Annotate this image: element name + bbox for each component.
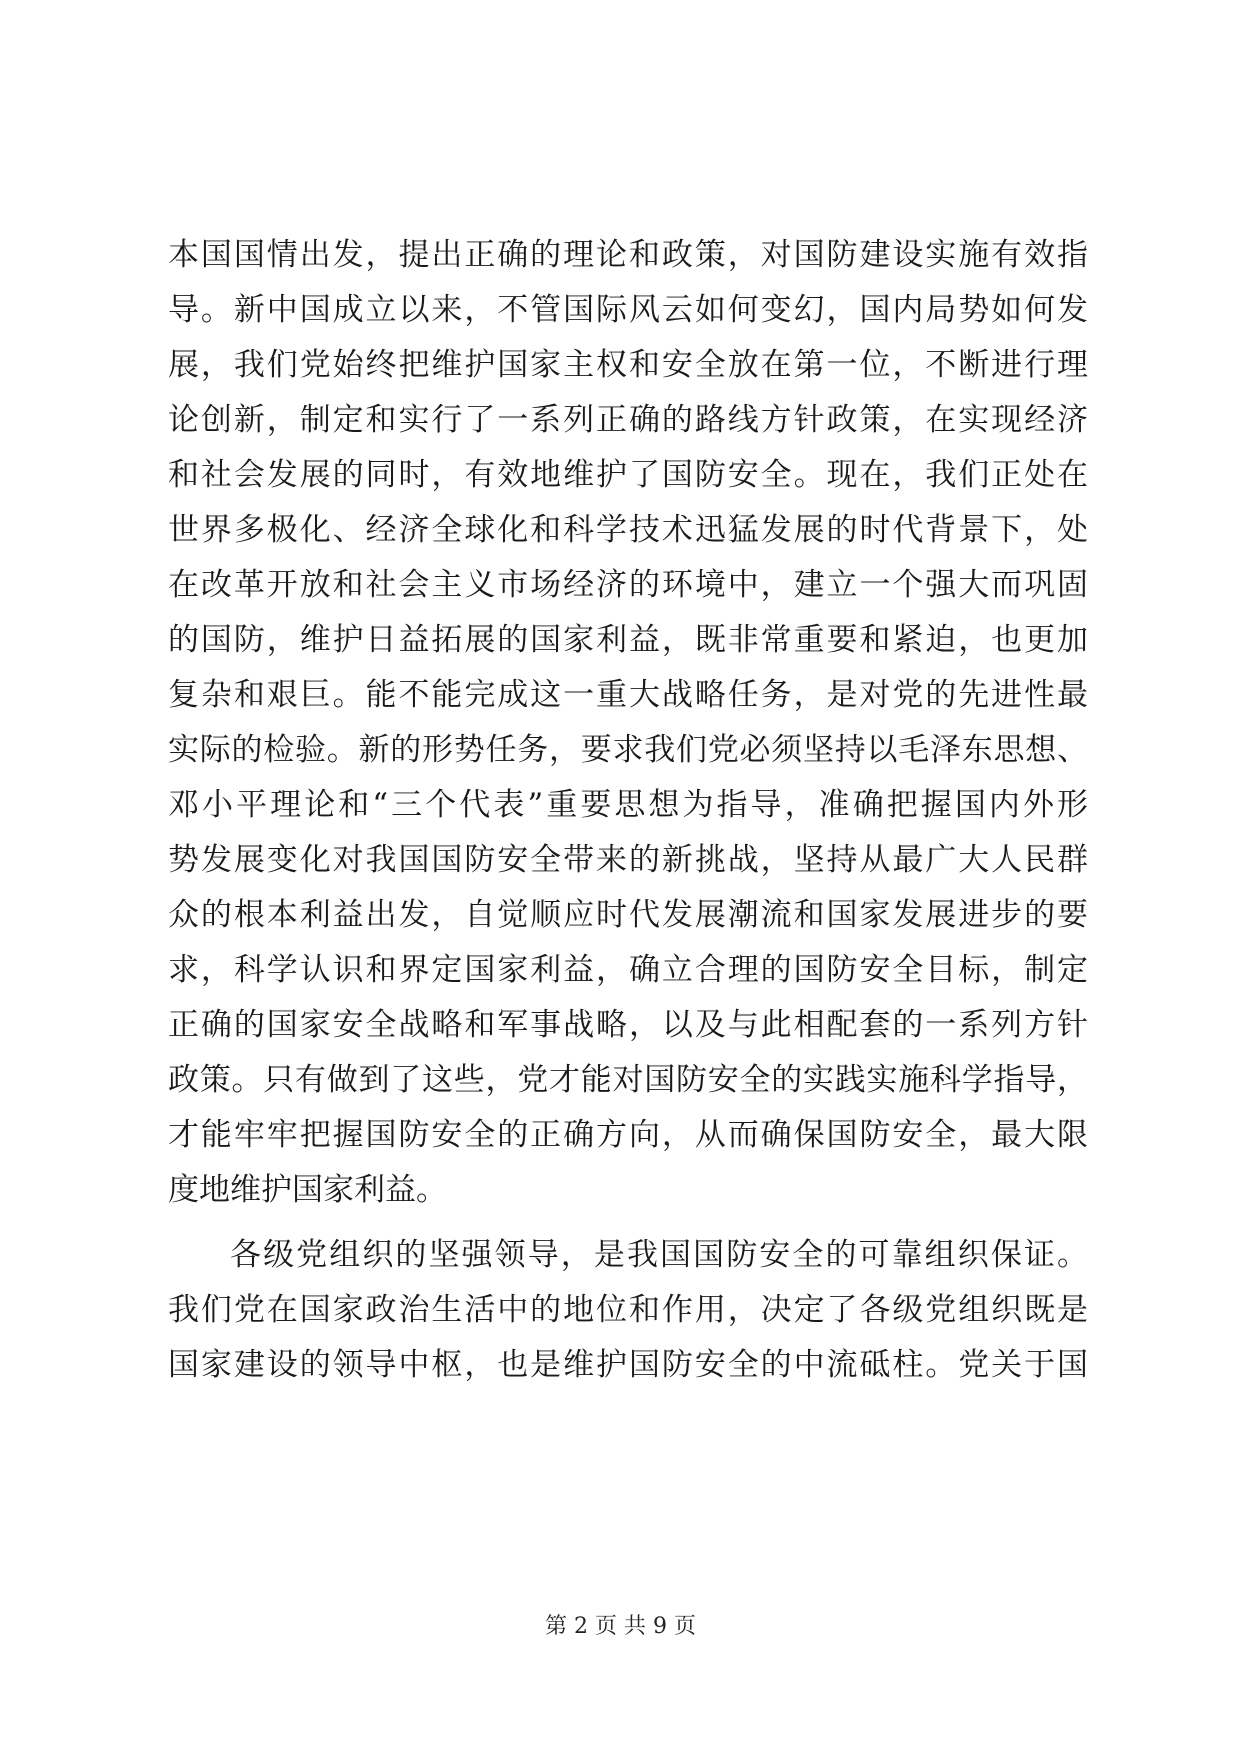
page-number-label: 第 2 页 共 9 页 bbox=[545, 1614, 696, 1639]
text-line: 论创新，制定和实行了一系列正确的路线方针政策，在实现经济 bbox=[168, 402, 1088, 438]
text-line: 实际的检验。新的形势任务，要求我们党必须坚持以毛泽东思想、 bbox=[168, 732, 1088, 768]
text-line: 国家建设的领导中枢，也是维护国防安全的中流砥柱。党关于国 bbox=[168, 1347, 1088, 1383]
text-line: 正确的国家安全战略和军事战略，以及与此相配套的一系列方针 bbox=[168, 1007, 1088, 1043]
text-line: 才能牢牢把握国防安全的正确方向，从而确保国防安全，最大限 bbox=[168, 1117, 1088, 1153]
text-line: 本国国情出发，提出正确的理论和政策，对国防建设实施有效指 bbox=[168, 237, 1088, 273]
text-line: 复杂和艰巨。能不能完成这一重大战略任务，是对党的先进性最 bbox=[168, 677, 1088, 713]
text-line: 求，科学认识和界定国家利益，确立合理的国防安全目标，制定 bbox=[168, 952, 1088, 988]
text-line: 在改革开放和社会主义市场经济的环境中，建立一个强大而巩固 bbox=[168, 567, 1088, 603]
text-line: 展，我们党始终把维护国家主权和安全放在第一位，不断进行理 bbox=[168, 347, 1088, 383]
text-line: 势发展变化对我国国防安全带来的新挑战，坚持从最广大人民群 bbox=[168, 842, 1088, 878]
paragraph-1 bbox=[168, 228, 1088, 1218]
text-line: 世界多极化、经济全球化和科学技术迅猛发展的时代背景下，处 bbox=[168, 512, 1088, 548]
paragraph-gap bbox=[168, 1218, 1088, 1228]
text-line: 和社会发展的同时，有效地维护了国防安全。现在，我们正处在 bbox=[168, 457, 1088, 493]
page-footer bbox=[0, 1612, 1241, 1642]
text-line: 政策。只有做到了这些，党才能对国防安全的实践实施科学指导， bbox=[168, 1062, 1088, 1098]
text-line: 导。新中国成立以来，不管国际风云如何变幻，国内局势如何发 bbox=[168, 292, 1088, 328]
text-line: 我们党在国家政治生活中的地位和作用，决定了各级党组织既是 bbox=[168, 1292, 1088, 1328]
text-line: 众的根本利益出发，自觉顺应时代发展潮流和国家发展进步的要 bbox=[168, 897, 1088, 933]
text-line: 各级党组织的坚强领导，是我国国防安全的可靠组织保证。 bbox=[230, 1237, 1088, 1273]
body-text bbox=[168, 228, 1088, 1393]
paragraph-2 bbox=[168, 1228, 1088, 1393]
text-line: 邓小平理论和“三个代表”重要思想为指导，准确把握国内外形 bbox=[168, 787, 1088, 823]
text-line: 的国防，维护日益拓展的国家利益，既非常重要和紧迫，也更加 bbox=[168, 622, 1088, 658]
text-line: 度地维护国家利益。 bbox=[168, 1172, 447, 1208]
